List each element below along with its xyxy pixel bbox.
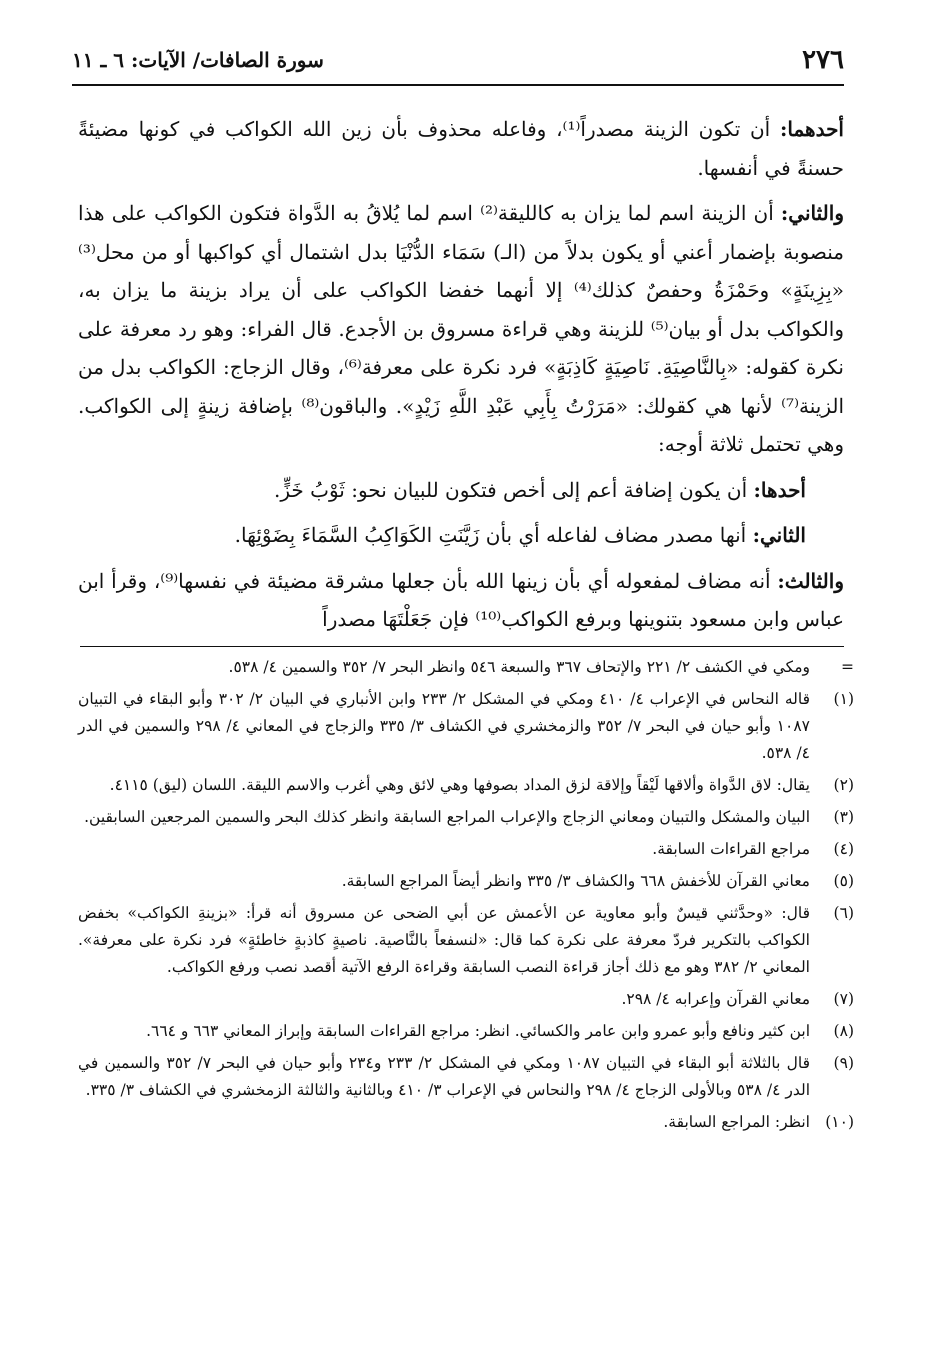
paragraph	[78, 110, 844, 187]
footnote	[78, 1018, 854, 1045]
footnote	[78, 686, 854, 767]
footnote-text: يقال: لاق الدَّواة وألاقها لَيْقاً وإلاقة لزق المداد بصوفها وهي لائق وهي أغرب والاسم الليقة. اللسان (ليق) ٤١١٥.	[109, 776, 810, 794]
paragraph	[78, 471, 844, 510]
footnote-text: قاله النحاس في الإعراب ٤/ ٤١٠ ومكي في المشكل ٢/ ٢٣٣ وابن الأنباري في البيان ٢/ ٣٠٢ وأبو البقاء في التبيان ١٠٨٧ وأبو حيان في البحر ٧/ ٣٥٢ والزمخشري في الكشاف ٣/ ٣٣٥ والزجاج في المعاني ٤/ ٢٩٨ والسمين في الدر ٤/ ٥٣٨.	[78, 690, 811, 762]
paragraph-lead: والثاني:	[780, 201, 844, 225]
footnote-text: البيان والمشكل والتبيان ومعاني الزجاج والإعراب المراجع السابقة وانظر كذلك البحر والسمين المرجعين السابقين.	[84, 808, 810, 826]
footnote-number: (٢)	[833, 776, 854, 794]
paragraph-text: أنه مضاف لمفعوله أي بأن زينها الله بأن جعلها مشرقة مضيئة في نفسها⁽⁹⁾، وقرأ ابن عباس وابن مسعود بتنوينها وبرفع الكواكب⁽¹⁰⁾ فإن جَعَلْتَهَا مصدراً	[78, 568, 844, 631]
footnote-number: (٥)	[833, 872, 854, 890]
footnote-number: (٦)	[833, 904, 854, 922]
paragraph	[78, 194, 844, 464]
footnote	[78, 1109, 854, 1136]
paragraph-lead: أحدهما:	[779, 117, 844, 141]
paragraph	[78, 562, 844, 639]
footnote-text: ومكي في الكشف ٢/ ٢٢١ والإتحاف ٣٦٧ والسبعة ٥٤٦ وانظر البحر ٧/ ٣٥٢ والسمين ٤/ ٥٣٨.	[228, 658, 810, 676]
footnote	[78, 804, 854, 831]
footnote-text: معاني القرآن وإعرابه ٤/ ٢٩٨.	[621, 990, 810, 1008]
running-title: سورة الصافات/ الآيات: ٦ ـ ١١	[72, 48, 324, 72]
footnote-text: قال بالثلاثة أبو البقاء في التبيان ١٠٨٧ ومكي في المشكل ٢/ ٢٣٣ و٢٣٤ وأبو حيان في البحر ٧/ ٣٥٢ والسمين في الدر ٤/ ٥٣٨ وبالأولى الزجاج ٤/ ٢٩٨ والنحاس في الإعراب ٣/ ٤١٠ وبالثانية والثالثة الزمخشري في الكشاف ٣/ ٣٣٥.	[78, 1054, 810, 1099]
footnote	[78, 654, 854, 681]
footnote-number: (٤)	[833, 840, 854, 858]
footnote-number: (٧)	[833, 990, 854, 1008]
footnotes	[78, 654, 854, 1141]
footnote-number: (٣)	[833, 808, 854, 826]
footnote-text: معاني القرآن للأخفش ٦٦٨ والكشاف ٣/ ٣٣٥ وانظر أيضاً المراجع السابقة.	[341, 872, 810, 890]
footnote-text: انظر: المراجع السابقة.	[663, 1113, 810, 1131]
footnote	[78, 772, 854, 799]
footnote-number: (١٠)	[825, 1113, 854, 1131]
paragraph-text: أنها مصدر مضاف لفاعله أي بأن زَيَّنَتِ الكَوَاكِبُ السَّمَاءَ بِضَوْئِهَا.	[234, 523, 753, 547]
paragraph	[78, 516, 844, 555]
footnote-number: =	[841, 658, 854, 676]
page-number: ٢٧٦	[802, 45, 844, 75]
paragraph-lead: والثالث:	[777, 568, 844, 593]
footnote-text: مراجع القراءات السابقة.	[652, 840, 810, 858]
footnote	[78, 836, 854, 863]
footnote-number: (١)	[833, 690, 854, 708]
paragraph-text: أن يكون إضافة أعم إلى أخص فتكون للبيان نحو: ثَوْبُ خَزٍّ.	[274, 477, 754, 502]
footnote	[78, 1050, 854, 1104]
footnote-number: (٩)	[833, 1054, 854, 1072]
paragraph-lead: أحدها:	[753, 477, 806, 502]
footnote	[78, 868, 854, 895]
footnote-text: ابن كثير ونافع وأبو عمرو وابن عامر والكسائي. انظر: مراجع القراءات السابقة وإبراز المعاني ٦٦٣ و ٦٦٤.	[146, 1022, 810, 1040]
page-header	[72, 40, 844, 84]
footnote	[78, 986, 854, 1013]
footnote-separator	[80, 646, 844, 647]
footnote-text: قال: «وحدَّثني قيسٌ وأبو معاوية عن الأعمش عن أبي الضحى عن مسروق أنه قرأ: «بزينةِ الكواكب» بخفض الكواكب بالتكرير فردّ معرفة على نكرة كما قال: «لنسفعاً بالنَّاصية. ناصيةٍ كاذبةٍ خاطئةٍ» فرد نكرة على معرفة». المعاني ٢/ ٣٨٢ وهو مع ذلك أجاز قراءة النصب السابقة وقراءة الرفع الآتية أقصد نصب ورفع الكواكب.	[78, 904, 810, 976]
header-rule	[72, 84, 844, 86]
footnote-number: (٨)	[833, 1022, 854, 1040]
footnote	[78, 900, 854, 981]
paragraph-lead: الثاني:	[752, 523, 806, 547]
main-text	[78, 110, 844, 646]
paragraph-text: أن تكون الزينة مصدراً⁽¹⁾، وفاعله محذوف بأن زين الله الكواكب في كونها مضيئةً حسنةً في أنفسها.	[78, 117, 844, 180]
paragraph-text: أن الزينة اسم لما يزان به كالليقة⁽²⁾ اسم لما يُلاقُ به الدَّواة فتكون الكواكب على هذا منصوبة بإضمار أعني أو يكون بدلاً من (الـ) سَمَاء الدُّنْيَا بدل اشتمال أي كواكبها أو من محل⁽³⁾ «بِزِينَةٍ» وحَمْزَةُ وحفصٌ كذلك⁽⁴⁾ إلا أنهما خفضا الكواكب على أن يراد بزينة ما يزان به، والكواكب بدل أو بيان⁽⁵⁾ للزينة وهي قراءة مسروق بن الأجدع. قال الفراء: وهو رد معرفة على نكرة كقوله: «بِالنَّاصِيَةِ. نَاصِيَةٍ كَاذِبَةٍ» فرد نكرة على معرفة⁽⁶⁾، وقال الزجاج: الكواكب بدل من الزينة⁽⁷⁾ لأنها هي كقولك: «مَرَرْتُ بِأَبِي عَبْدِ اللَّهِ زَيْدٍ». والباقون⁽⁸⁾ بإضافة زينةٍ إلى الكواكب. وهي تحتمل ثلاثة أوجه:	[78, 201, 845, 456]
